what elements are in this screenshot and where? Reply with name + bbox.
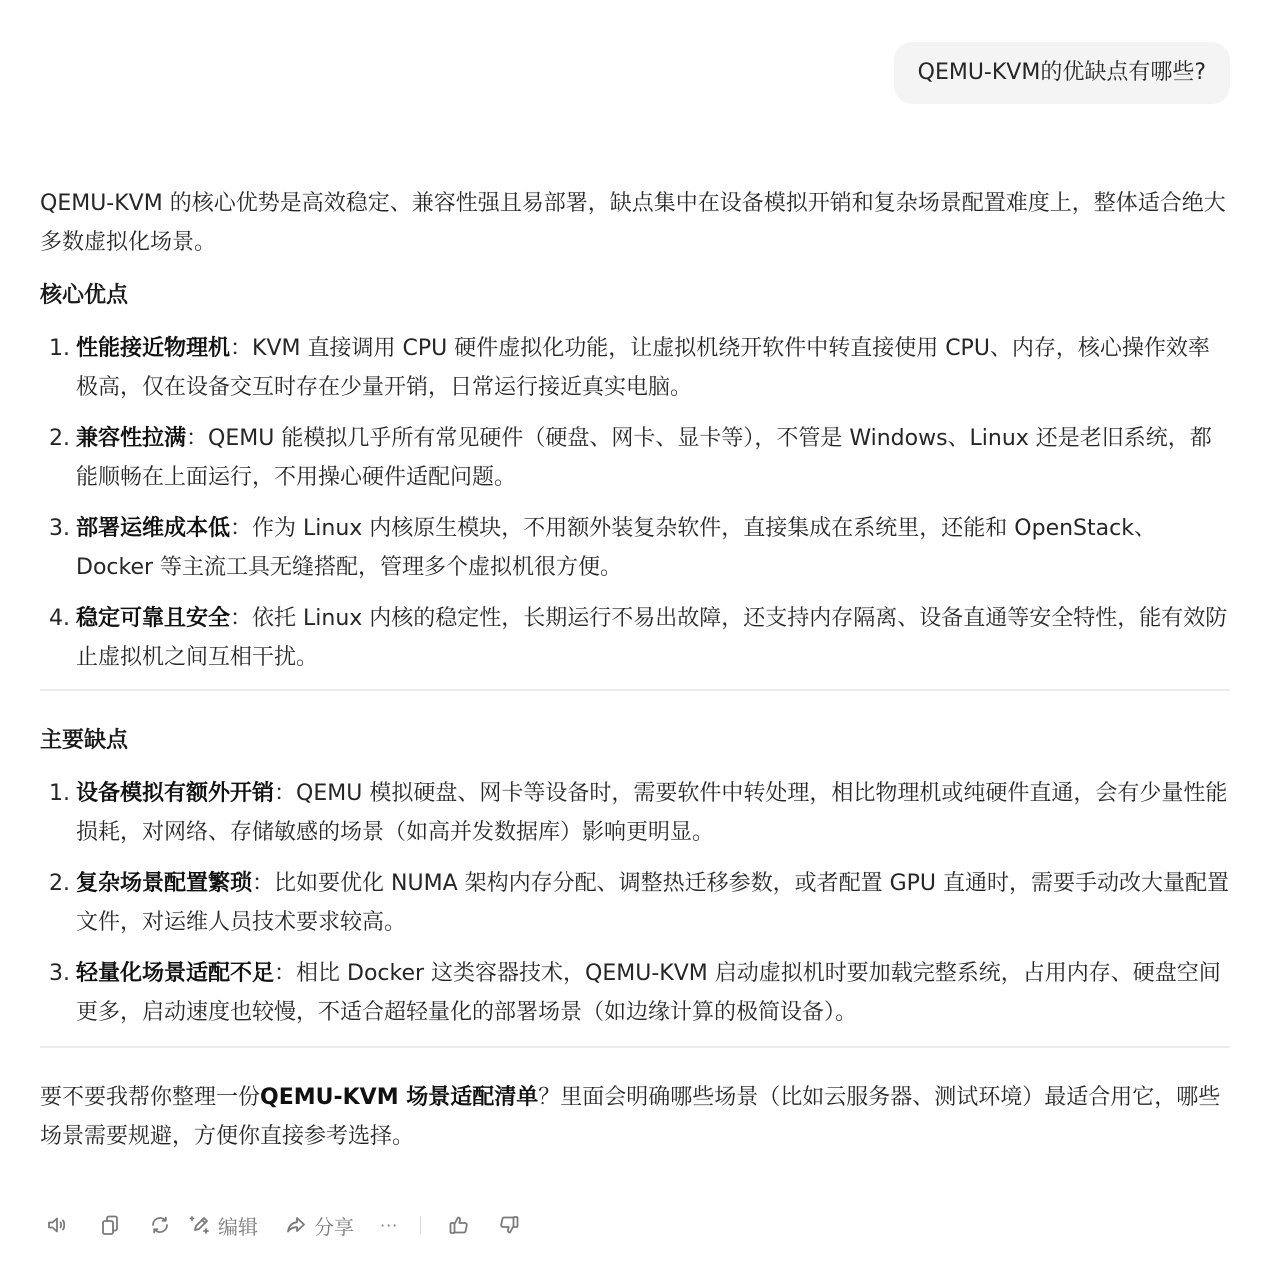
refresh-icon: [148, 1213, 172, 1237]
list-number: 2.: [49, 871, 70, 896]
pros-item: [40, 599, 1230, 677]
user-message-row: [894, 42, 1230, 104]
cons-heading: 主要缺点: [40, 728, 129, 753]
item-title: 轻量化场景适配不足: [76, 961, 275, 986]
copy-button[interactable]: [98, 1208, 122, 1242]
item-title: 性能接近物理机: [76, 336, 231, 361]
toolbar-divider: [420, 1216, 421, 1234]
like-button[interactable]: [447, 1208, 471, 1242]
list-number: 3.: [49, 961, 70, 986]
share-icon: [284, 1213, 308, 1237]
edit-button[interactable]: [188, 1208, 258, 1242]
item-text: 依托 Linux 内核的稳定性，长期运行不易出故障，还支持内存隔离、设备直通等安全特性，能有效防止虚拟机之间互相干扰。: [76, 606, 1228, 670]
thumbs-up-icon: [447, 1213, 471, 1237]
item-text: 作为 Linux 内核原生模块，不用额外装复杂软件，直接集成在系统里，还能和 OpenStack、Docker 等主流工具无缝搭配，管理多个虚拟机很方便。: [76, 516, 1156, 580]
item-text: QEMU 模拟硬盘、网卡等设备时，需要软件中转处理，相比物理机或纯硬件直通，会有少量性能损耗，对网络、存储敏感的场景（如高并发数据库）影响更明显。: [76, 781, 1228, 845]
item-title: 设备模拟有额外开销: [76, 781, 275, 806]
item-text: QEMU 能模拟几乎所有常见硬件（硬盘、网卡、显卡等），不管是 Windows、Linux 还是老旧系统，都能顺畅在上面运行，不用操心硬件适配问题。: [76, 426, 1212, 490]
cons-list: [40, 774, 1230, 1032]
item-sep: ：: [186, 426, 209, 451]
item-sep: ：: [252, 871, 275, 896]
closing-bold: QEMU-KVM 场景适配清单: [260, 1085, 539, 1110]
list-number: 2.: [49, 426, 70, 451]
closing-suffix: ？里面会明确哪些场景（比如云服务器、测试环境）最适合用它，哪些场景需要规避，方便你直接参考选择。: [40, 1085, 1221, 1149]
item-text: 相比 Docker 这类容器技术，QEMU-KVM 启动虚拟机时要加载完整系统，占用内存、硬盘空间更多，启动速度也较慢，不适合超轻量化的部署场景（如边缘计算的极简设备）。: [76, 961, 1221, 1025]
share-button[interactable]: [284, 1208, 354, 1242]
read-aloud-button[interactable]: [46, 1208, 70, 1242]
item-title: 部署运维成本低: [76, 516, 231, 541]
item-title: 复杂场景配置繁琐: [76, 871, 253, 896]
list-number: 3.: [49, 516, 70, 541]
magic-edit-icon: [188, 1213, 212, 1237]
dislike-button[interactable]: [497, 1208, 521, 1242]
assistant-answer: [40, 184, 1230, 1156]
pros-heading: 核心优点: [40, 283, 129, 308]
copy-icon: [98, 1213, 122, 1237]
speaker-icon: [46, 1213, 70, 1237]
more-button[interactable]: [380, 1208, 398, 1242]
item-text: 比如要优化 NUMA 架构内存分配、调整热迁移参数，或者配置 GPU 直通时，需要手动改大量配置文件，对运维人员技术要求较高。: [76, 871, 1230, 935]
answer-intro: QEMU-KVM 的核心优势是高效稳定、兼容性强且易部署，缺点集中在设备模拟开销和复杂场景配置难度上，整体适合绝大多数虚拟化场景。: [40, 191, 1226, 255]
item-sep: ：: [274, 781, 297, 806]
list-number: 1.: [49, 781, 70, 806]
cons-item: [40, 864, 1230, 942]
pros-list: [40, 329, 1230, 677]
more-icon: ···: [380, 1215, 399, 1235]
item-sep: ：: [230, 336, 253, 361]
closing-prefix: 要不要我帮你整理一份: [40, 1085, 261, 1110]
item-sep: ：: [274, 961, 297, 986]
item-title: 稳定可靠且安全: [76, 606, 231, 631]
cons-item: [40, 774, 1230, 852]
item-text: KVM 直接调用 CPU 硬件虚拟化功能，让虚拟机绕开软件中转直接使用 CPU、内存，核心操作效率极高，仅在设备交互时存在少量开销，日常运行接近真实电脑。: [76, 336, 1210, 400]
item-sep: ：: [230, 516, 253, 541]
pros-item: [40, 419, 1230, 497]
cons-item: [40, 954, 1230, 1032]
list-number: 1.: [49, 336, 70, 361]
pros-item: [40, 329, 1230, 407]
item-sep: ：: [230, 606, 253, 631]
section-divider: [40, 689, 1230, 691]
thumbs-down-icon: [497, 1213, 521, 1237]
item-title: 兼容性拉满: [76, 426, 187, 451]
share-label: 分享: [314, 1214, 354, 1239]
pros-item: [40, 509, 1230, 587]
section-divider: [40, 1046, 1230, 1048]
user-message-bubble: QEMU-KVM的优缺点有哪些?: [894, 42, 1230, 104]
closing-paragraph: [40, 1078, 1230, 1156]
list-number: 4.: [49, 606, 70, 631]
message-action-toolbar: [40, 1208, 521, 1242]
regenerate-button[interactable]: [148, 1208, 172, 1242]
edit-label: 编辑: [218, 1214, 258, 1239]
